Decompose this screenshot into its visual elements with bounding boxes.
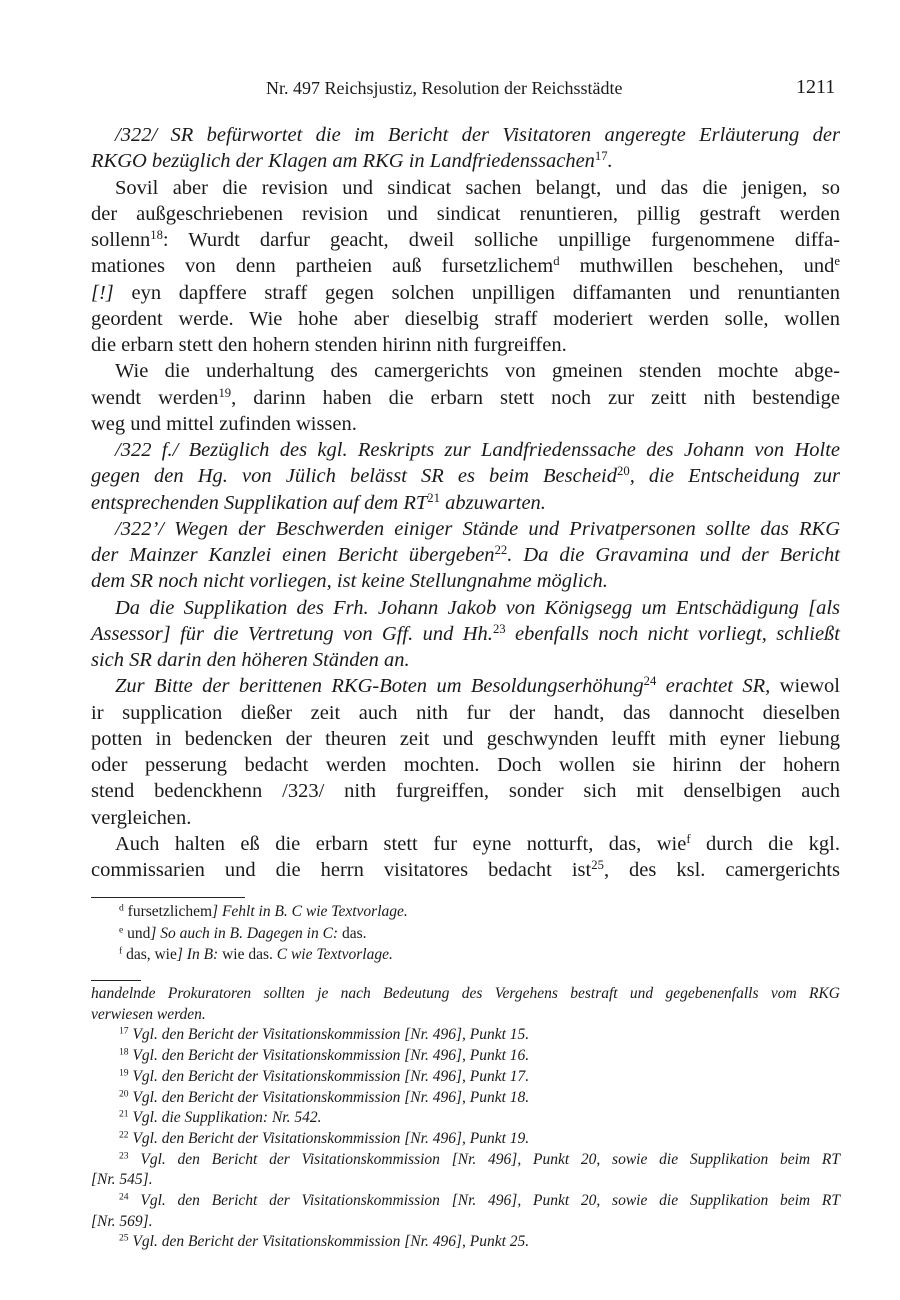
footnote-line	[91, 1192, 840, 1210]
text-line	[91, 833, 840, 856]
text-run: wie das.	[218, 946, 277, 963]
text-line	[91, 334, 840, 357]
text-run: Vgl. den Bericht der Visitationskommission [Nr. 496], Punkt 16.	[128, 1047, 530, 1065]
footnote-line	[91, 1089, 840, 1107]
text-run: wendt werden	[91, 386, 219, 409]
text-line	[91, 807, 840, 830]
text-run: /322’/ Wegen der Beschwerden einiger Stände und Privatpersonen sollte das RKG	[115, 517, 840, 540]
footnote-line	[91, 1109, 840, 1127]
text-run: commissarien und die herrn visitatores bedacht ist	[91, 859, 592, 881]
text-line	[91, 124, 840, 147]
superscript-marker: 22	[494, 543, 508, 558]
superscript-marker: 17	[594, 149, 608, 164]
text-run: [Nr. 545].	[91, 1171, 153, 1189]
text-run: sich SR darin den höheren Ständen an.	[91, 649, 410, 671]
superscript-marker: e	[834, 254, 840, 269]
text-run: der außgeschriebenen revision und sindicat renuntieren, pillig gestraft werden	[91, 202, 840, 225]
text-run: ] Fehlt in B. C wie Textvorlage.	[212, 903, 408, 920]
superscript-marker: 19	[119, 1067, 129, 1079]
text-line	[91, 859, 840, 882]
text-run: verwiesen werden.	[91, 1005, 206, 1023]
superscript-marker: f	[686, 831, 691, 846]
footnote-line	[91, 1026, 840, 1044]
footnote-line	[91, 1068, 840, 1086]
text-run: abzuwarten.	[440, 491, 546, 514]
text-line	[91, 439, 840, 462]
text-run: ebenfalls noch nicht vorliegt, schließt	[505, 622, 840, 645]
text-run: handelnde Prokuratoren sollten je nach Bedeutung des Vergehens bestraft und gegebenenfalls vom RKG	[91, 985, 840, 1002]
superscript-marker: 25	[591, 858, 604, 873]
superscript-marker: 19	[218, 385, 232, 400]
text-line	[91, 255, 840, 278]
text-line	[91, 360, 840, 383]
text-line	[91, 387, 840, 410]
text-run: . Da die Gravamina und der Bericht	[507, 544, 840, 566]
text-line	[91, 728, 840, 751]
footnote-line	[91, 1047, 840, 1065]
text-line	[91, 597, 840, 620]
text-run: und	[123, 924, 151, 942]
text-run: dem SR noch nicht vorliegen, ist keine Stellungnahme möglich.	[91, 570, 608, 593]
text-run: Vgl. den Bericht der Visitationskommission [Nr. 496], Punkt 17.	[128, 1067, 530, 1085]
superscript-marker: 17	[119, 1026, 129, 1038]
superscript-marker: 25	[119, 1233, 129, 1245]
superscript-marker: 18	[150, 228, 163, 243]
superscript-marker: 20	[119, 1088, 129, 1100]
text-run: fursetzlichem	[123, 903, 213, 920]
text-run: stend bedenckhenn /323/ nith furgreiffen, sonder sich mit denselbigen auch	[91, 780, 840, 803]
text-run: /322 f./ Bezüglich des kgl. Reskripts zur Landfriedenssache des Johann von Holte	[115, 439, 840, 461]
text-run: C wie Textvorlage.	[276, 946, 393, 963]
footnote-divider	[91, 980, 141, 981]
text-run: Vgl. den Bericht der Visitationskommission [Nr. 496], Punkt 15.	[128, 1026, 530, 1044]
text-run: oder pesserung bedacht werden mochten. Doch wollen sie hirinn der hohern	[91, 754, 840, 776]
text-run: [!]	[91, 281, 114, 304]
text-line	[91, 413, 840, 436]
text-line	[91, 702, 840, 725]
text-run: die erbarn stett den hohern stenden hirinn nith furgreiffen.	[91, 334, 567, 356]
text-run: , darinn haben die erbarn stett noch zur zeitt nith bestendige	[231, 386, 840, 409]
text-run: , die Entscheidung zur	[629, 465, 840, 488]
text-run: eyn dapffere straff gegen solchen unpilligen diffamanten und renuntianten	[113, 281, 840, 304]
text-run: entsprechenden Supplikation auf dem RT	[91, 491, 428, 514]
text-run: ir supplication dießer zeit auch nith fur der handt, das dannocht dieselben	[91, 701, 840, 724]
footnote-line	[91, 985, 840, 1003]
superscript-marker: 22	[119, 1129, 129, 1141]
text-line	[91, 754, 840, 777]
text-run: Vgl. die Supplikation: Nr. 542.	[128, 1109, 322, 1127]
running-header-title: Nr. 497 Reichsjustiz, Resolution der Reichsstädte	[266, 78, 623, 98]
text-run: sollenn	[91, 229, 151, 251]
text-run: weg und mittel zufinden wissen.	[91, 412, 357, 435]
text-run: erachtet SR,	[656, 675, 771, 698]
text-line	[91, 282, 840, 305]
text-run: Auch halten eß die erbarn stett fur eyne notturft, das, wie	[115, 832, 687, 855]
superscript-marker: d	[119, 902, 124, 914]
text-line	[91, 675, 840, 698]
text-line	[91, 518, 840, 541]
superscript-marker: 18	[119, 1046, 129, 1058]
text-run: potten in bedencken der theuren zeit und geschwynden leufft mith eyner liebung	[91, 727, 840, 750]
text-run: Vgl. den Bericht der Visitationskommission [Nr. 496], Punkt 20, sowie die Supplikation beim RT	[128, 1192, 840, 1209]
apparatus-note	[91, 925, 840, 943]
text-line	[91, 177, 840, 200]
text-line	[91, 623, 840, 646]
superscript-marker: 24	[119, 1191, 129, 1203]
superscript-marker: 21	[427, 490, 440, 505]
apparatus-divider	[91, 897, 245, 898]
text-run: Sovil aber die revision und sindicat sachen belangt, und das die jenigen, so	[115, 176, 840, 199]
text-run: [Nr. 569].	[91, 1212, 153, 1230]
text-run: mationes von denn partheien auß fursetzlichem	[91, 255, 554, 278]
text-run: durch die kgl.	[690, 832, 840, 855]
apparatus-note	[91, 946, 840, 964]
footnote-line	[91, 1151, 840, 1169]
text-run: wiewol	[770, 675, 840, 698]
text-run: Vgl. den Bericht der Visitationskommission [Nr. 496], Punkt 20, sowie die Supplikation beim RT	[128, 1150, 840, 1168]
text-run: gegen den Hg. von Jülich belässt SR es beim Bescheid	[91, 465, 617, 488]
text-run: Vgl. den Bericht der Visitationskommission [Nr. 496], Punkt 18.	[128, 1088, 530, 1106]
text-line	[91, 780, 840, 803]
superscript-marker: 24	[643, 674, 657, 689]
text-line	[91, 203, 840, 226]
text-run: , des ksl. camergerichts	[603, 859, 841, 881]
superscript-marker: f	[119, 945, 123, 957]
text-line	[91, 649, 840, 672]
text-run: Vgl. den Bericht der Visitationskommission [Nr. 496], Punkt 25.	[128, 1233, 530, 1251]
text-line	[91, 150, 840, 173]
text-run: /322/ SR befürwortet die im Bericht der Visitatoren angeregte Erläuterung der	[115, 124, 840, 146]
text-line	[91, 570, 840, 593]
text-line	[91, 544, 840, 567]
text-run: RKGO bezüglich der Klagen am RKG in Landfriedenssachen	[91, 150, 595, 173]
text-line	[91, 465, 840, 488]
text-run: .	[607, 150, 613, 173]
footnote-line	[91, 1006, 840, 1024]
superscript-marker: d	[553, 254, 560, 269]
text-run: Da die Supplikation des Frh. Johann Jakob von Königsegg um Entschädigung [als	[115, 596, 840, 619]
text-run: vergleichen.	[91, 806, 192, 829]
text-run: Wie die underhaltung des camergerichts von gmeinen stenden mochte abge-	[115, 360, 840, 383]
footnote-line	[91, 1233, 840, 1251]
text-run: muthwillen beschehen, und	[559, 255, 835, 278]
text-line	[91, 492, 840, 515]
apparatus-note	[91, 903, 840, 921]
text-line	[91, 308, 840, 331]
text-run: das, wie	[122, 946, 177, 963]
footnote-line	[91, 1213, 840, 1231]
text-run: der Mainzer Kanzlei einen Bericht übergeben	[91, 544, 495, 566]
page-number: 1211	[796, 76, 836, 98]
text-run: Assessor] für die Vertretung von Gff. und Hh.	[91, 622, 493, 645]
superscript-marker: e	[119, 924, 124, 936]
text-run: das.	[338, 924, 367, 942]
text-run: ] So auch in B. Dagegen in C:	[150, 924, 339, 942]
text-run: geordent werde. Wie hohe aber dieselbig straff moderiert werden solle, wollen	[91, 307, 840, 330]
text-run: : Wurdt darfur geacht, dweil solliche unpillige furgenommene diffa-	[162, 229, 840, 251]
footnote-line	[91, 1171, 840, 1189]
text-line	[91, 229, 840, 252]
text-run: ] In B:	[176, 946, 219, 963]
superscript-marker: 23	[492, 621, 506, 636]
superscript-marker: 21	[119, 1108, 129, 1120]
text-run: Zur Bitte der berittenen RKG-Boten um Besoldungserhöhung	[115, 675, 644, 698]
superscript-marker: 23	[119, 1150, 129, 1162]
superscript-marker: 20	[617, 464, 630, 479]
text-run: Vgl. den Bericht der Visitationskommission [Nr. 496], Punkt 19.	[128, 1129, 530, 1147]
footnote-line	[91, 1130, 840, 1148]
